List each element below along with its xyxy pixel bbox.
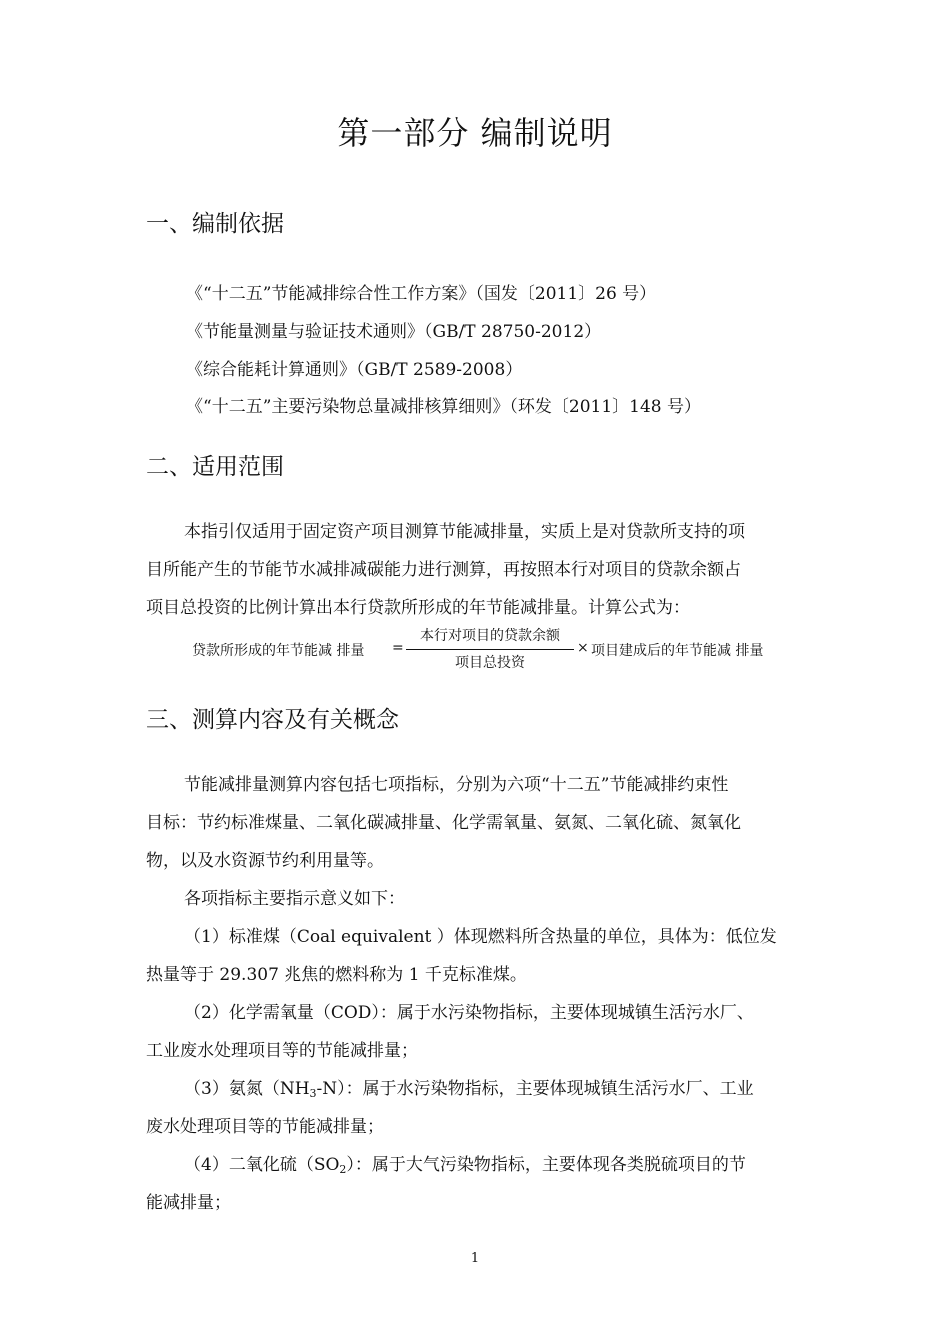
formula-times: × bbox=[577, 640, 589, 656]
page-title: 第一部分 编制说明 bbox=[337, 114, 613, 152]
paragraph-line: 废水处理项目等的节能减排量； bbox=[146, 1117, 384, 1137]
item3-suffix: -N）：属于水污染物指标，主要体现城镇生活污水厂、工业 bbox=[316, 1079, 754, 1099]
formula-fraction bbox=[406, 626, 574, 673]
paragraph-line bbox=[146, 1146, 810, 1184]
item4-subscript: 2 bbox=[339, 1163, 347, 1176]
paragraph-line: （1）标准煤（Coal equivalent ）体现燃料所含热量的单位，具体为：低位发 bbox=[184, 927, 777, 947]
paragraph-line: 工业废水处理项目等的节能减排量； bbox=[146, 1041, 418, 1061]
formula-denominator: 项目总投资 bbox=[455, 655, 525, 671]
reference-item: 《“十二五”节能减排综合性工作方案》（国发〔2011〕26 号） bbox=[186, 284, 657, 304]
reference-item: 《“十二五”主要污染物总量减排核算细则》（环发〔2011〕148 号） bbox=[186, 397, 701, 417]
paragraph-line: 本指引仅适用于固定资产项目测算节能减排量，实质上是对贷款所支持的项 bbox=[184, 522, 745, 542]
paragraph-line: 项目总投资的比例计算出本行贷款所形成的年节能减排量。计算公式为： bbox=[146, 598, 690, 618]
reference-item: 《综合能耗计算通则》（GB/T 2589-2008） bbox=[186, 360, 523, 380]
formula-numerator: 本行对项目的贷款余额 bbox=[420, 628, 560, 644]
paragraph-line: 目所能产生的节能节水减排减碳能力进行测算，再按照本行对项目的贷款余额占 bbox=[146, 560, 741, 580]
paragraph-line: 热量等于 29.307 兆焦的燃料称为 1 千克标准煤。 bbox=[146, 965, 527, 985]
scope-paragraph bbox=[146, 513, 810, 627]
paragraph-line: （2）化学需氧量（COD）：属于水污染物指标，主要体现城镇生活污水厂、 bbox=[184, 1003, 754, 1023]
page-number: 1 bbox=[470, 1251, 480, 1266]
paragraph-line bbox=[146, 1070, 810, 1108]
item4-suffix: ）：属于大气污染物指标，主要体现各类脱硫项目的节 bbox=[346, 1155, 746, 1175]
reference-item: 《节能量测量与验证技术通则》（GB/T 28750-2012） bbox=[186, 322, 602, 342]
paragraph-line: 能减排量； bbox=[146, 1193, 231, 1213]
paragraph-line: 节能减排量测算内容包括七项指标，分别为六项“十二五”节能减排约束性 bbox=[184, 775, 729, 795]
formula-equals: = bbox=[392, 640, 404, 656]
calculation-formula bbox=[192, 626, 792, 676]
formula-right-term: 项目建成后的年节能减 排量 bbox=[591, 643, 764, 659]
paragraph-line: 各项指标主要指示意义如下： bbox=[184, 889, 405, 909]
paragraph-line: 物，以及水资源节约利用量等。 bbox=[146, 851, 384, 871]
formula-left-term: 贷款所形成的年节能减 排量 bbox=[192, 643, 365, 659]
item4-prefix: （4）二氧化硫（SO bbox=[184, 1155, 340, 1175]
item3-subscript: 3 bbox=[309, 1087, 317, 1100]
section-heading-content: 三、测算内容及有关概念 bbox=[146, 707, 399, 733]
content-intro-paragraph bbox=[146, 766, 810, 1222]
item3-prefix: （3）氨氮（NH bbox=[184, 1079, 310, 1099]
fraction-bar bbox=[406, 649, 574, 650]
paragraph-line: 目标：节约标准煤量、二氧化碳减排量、化学需氧量、氨氮、二氧化硫、氮氧化 bbox=[146, 813, 741, 833]
section-heading-scope: 二、适用范围 bbox=[146, 454, 284, 480]
section-heading-basis: 一、编制依据 bbox=[146, 211, 284, 237]
